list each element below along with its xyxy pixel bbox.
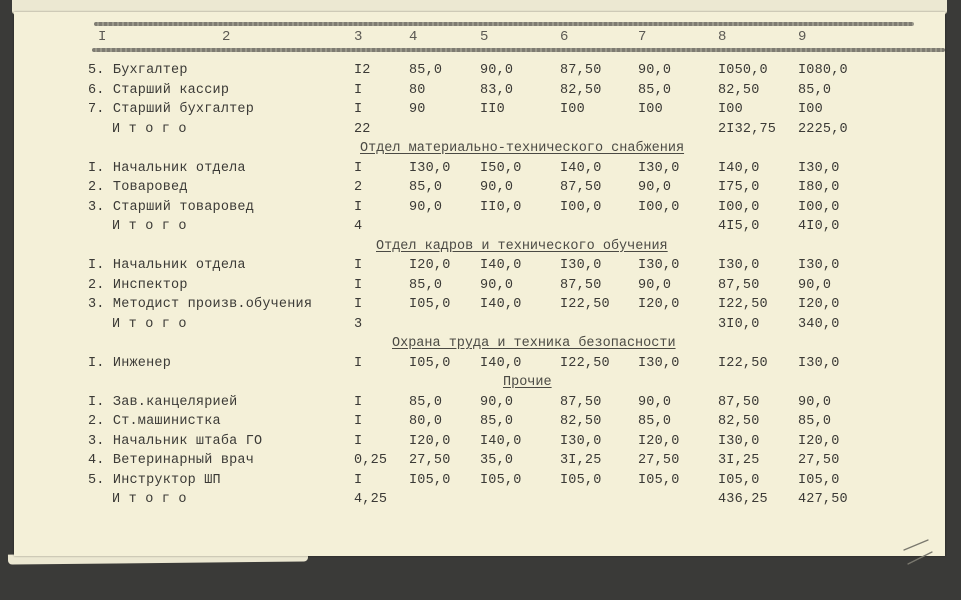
cell-col-9: 90,0 — [798, 277, 832, 293]
cell-col-6: 87,50 — [560, 277, 602, 293]
position-name: 5. Инструктор ШП — [88, 472, 221, 488]
cell-col-5: I40,0 — [480, 258, 522, 273]
position-name: I. Зав.канцелярией — [88, 394, 238, 410]
handwritten-page-mark — [898, 536, 938, 568]
header-rule-bottom — [92, 48, 945, 52]
column-header-6: 6 — [560, 29, 569, 45]
cell-col-8: I40,0 — [718, 160, 760, 176]
cell-col-3: I — [354, 414, 363, 429]
total-col-8: 436,25 — [718, 492, 768, 507]
column-header-1: I — [98, 29, 107, 45]
cell-col-6: I30,0 — [560, 433, 602, 449]
handwritten-stroke-2 — [908, 552, 932, 564]
cell-col-6: 87,50 — [560, 394, 602, 410]
cell-col-4: I05,0 — [409, 355, 451, 371]
cell-col-5: I40,0 — [480, 355, 522, 371]
cell-col-5: II0,0 — [480, 199, 522, 215]
cell-col-5: I50,0 — [480, 160, 522, 176]
cell-col-6: I30,0 — [560, 258, 602, 273]
cell-col-6: I05,0 — [560, 472, 602, 488]
cell-col-6: I00,0 — [560, 199, 602, 215]
cell-col-3: I — [354, 160, 363, 176]
total-col-8: 4I5,0 — [718, 219, 760, 234]
cell-col-3: I — [354, 355, 363, 371]
cell-col-7: 90,0 — [638, 277, 672, 293]
cell-col-4: 85,0 — [409, 277, 443, 293]
cell-col-7: 90,0 — [638, 180, 672, 195]
cell-col-3: 2 — [354, 180, 363, 195]
section-heading: Отдел кадров и технического обучения — [376, 238, 668, 254]
cell-col-6: I00 — [560, 102, 585, 117]
cell-col-9: I080,0 — [798, 63, 848, 78]
cell-col-6: I22,50 — [560, 297, 610, 312]
cell-col-4: 85,0 — [409, 180, 443, 195]
cell-col-6: 82,50 — [560, 414, 602, 429]
cell-col-3: I — [354, 199, 363, 215]
cell-col-7: I00 — [638, 102, 663, 117]
total-col-3: 4 — [354, 219, 363, 234]
section-heading: Прочие — [503, 375, 552, 390]
cell-col-6: 87,50 — [560, 180, 602, 195]
cell-col-7: I30,0 — [638, 160, 680, 176]
cell-col-4: 27,50 — [409, 453, 451, 468]
total-col-8: 2I32,75 — [718, 121, 777, 137]
column-header-9: 9 — [798, 29, 807, 45]
cell-col-8: I30,0 — [718, 258, 760, 273]
cell-col-4: 90,0 — [409, 199, 443, 215]
column-header-2: 2 — [222, 29, 231, 45]
cell-col-3: I — [354, 297, 363, 312]
cell-col-6: I40,0 — [560, 160, 602, 176]
position-name: 3. Методист произв.обучения — [88, 297, 313, 312]
cell-col-9: 90,0 — [798, 394, 832, 410]
cell-col-4: 85,0 — [409, 394, 443, 410]
cell-col-7: I05,0 — [638, 472, 680, 488]
cell-col-6: I22,50 — [560, 355, 610, 371]
cell-col-9: I00 — [798, 102, 823, 117]
cell-col-5: 85,0 — [480, 414, 514, 429]
position-name: 5. Бухгалтер — [88, 63, 188, 78]
cell-col-4: 85,0 — [409, 63, 443, 78]
cell-col-3: I — [354, 258, 363, 273]
cell-col-5: 90,0 — [480, 180, 514, 195]
position-name: I. Начальник отдела — [88, 258, 246, 273]
cell-col-7: I30,0 — [638, 355, 680, 371]
cell-col-3: I — [354, 102, 363, 117]
cell-col-3: I2 — [354, 63, 371, 78]
cell-col-5: I40,0 — [480, 433, 522, 449]
cell-col-8: I75,0 — [718, 180, 760, 195]
cell-col-4: 90 — [409, 102, 426, 117]
cell-col-5: II0 — [480, 102, 505, 117]
column-header-7: 7 — [638, 29, 647, 45]
cell-col-4: 80 — [409, 82, 426, 98]
cell-col-5: 90,0 — [480, 394, 514, 410]
total-col-9: 4I0,0 — [798, 219, 840, 234]
cell-col-3: I — [354, 394, 363, 410]
cell-col-7: I20,0 — [638, 297, 680, 312]
cell-col-9: I80,0 — [798, 180, 840, 195]
cell-col-8: I00,0 — [718, 199, 760, 215]
cell-col-8: 82,50 — [718, 82, 760, 98]
cell-col-3: I — [354, 433, 363, 449]
cell-col-8: 87,50 — [718, 277, 760, 293]
cell-col-3: 0,25 — [354, 453, 388, 468]
cell-col-7: I20,0 — [638, 433, 680, 449]
total-col-9: 2225,0 — [798, 121, 848, 137]
cell-col-4: 80,0 — [409, 414, 443, 429]
cell-col-5: 83,0 — [480, 82, 514, 98]
column-header-8: 8 — [718, 29, 727, 45]
cell-col-9: I20,0 — [798, 297, 840, 312]
cell-col-4: I20,0 — [409, 433, 451, 449]
total-col-3: 4,25 — [354, 492, 388, 507]
cell-col-5: I40,0 — [480, 297, 522, 312]
cell-col-7: I30,0 — [638, 258, 680, 273]
cell-col-9: I30,0 — [798, 258, 840, 273]
cell-col-9: 85,0 — [798, 414, 832, 429]
cell-col-9: I30,0 — [798, 355, 840, 371]
cell-col-9: 85,0 — [798, 82, 832, 98]
cell-col-7: 27,50 — [638, 453, 680, 468]
cell-col-4: I20,0 — [409, 258, 451, 273]
cell-col-8: I22,50 — [718, 297, 768, 312]
total-label: И т о г о — [112, 121, 187, 137]
cell-col-6: 87,50 — [560, 63, 602, 78]
total-col-3: 3 — [354, 316, 363, 332]
cell-col-5: 35,0 — [480, 453, 514, 468]
cell-col-5: 90,0 — [480, 277, 514, 293]
cell-col-7: 85,0 — [638, 82, 672, 98]
cell-col-3: I — [354, 277, 363, 293]
column-header-3: 3 — [354, 29, 363, 45]
cell-col-7: I00,0 — [638, 199, 680, 215]
cell-col-8: I05,0 — [718, 472, 760, 488]
position-name: 2. Ст.машинистка — [88, 414, 221, 429]
position-name: 4. Ветеринарный врач — [88, 453, 255, 468]
cell-col-8: I050,0 — [718, 63, 768, 78]
header-rule-top — [94, 22, 914, 26]
column-header-5: 5 — [480, 29, 489, 45]
position-name: I. Начальник отдела — [88, 160, 246, 176]
cell-col-3: I — [354, 82, 363, 98]
total-col-9: 427,50 — [798, 492, 848, 507]
handwritten-stroke-1 — [904, 540, 928, 550]
cell-col-6: 3I,25 — [560, 453, 602, 468]
cell-col-9: I00,0 — [798, 199, 840, 215]
cell-col-8: 3I,25 — [718, 453, 760, 468]
total-col-3: 22 — [354, 121, 371, 137]
total-col-8: 3I0,0 — [718, 316, 760, 332]
cell-col-8: 82,50 — [718, 414, 760, 429]
cell-col-4: I30,0 — [409, 160, 451, 176]
cell-col-5: I05,0 — [480, 472, 522, 488]
cell-col-5: 90,0 — [480, 63, 514, 78]
cell-col-4: I05,0 — [409, 472, 451, 488]
cell-col-9: 27,50 — [798, 453, 840, 468]
position-name: 6. Старший кассир — [88, 82, 230, 98]
position-name: 3. Старший товаровед — [88, 199, 255, 215]
position-name: 2. Товаровед — [88, 180, 188, 195]
cell-col-6: 82,50 — [560, 82, 602, 98]
position-name: 3. Начальник штаба ГО — [88, 433, 263, 449]
cell-col-4: I05,0 — [409, 297, 451, 312]
position-name: 2. Инспектор — [88, 277, 188, 293]
cell-col-8: I22,50 — [718, 355, 768, 371]
cell-col-7: 85,0 — [638, 414, 672, 429]
section-heading: Отдел материально-технического снабжения — [360, 141, 685, 156]
position-name: I. Инженер — [88, 355, 172, 371]
position-name: 7. Старший бухгалтер — [88, 102, 255, 117]
column-header-4: 4 — [409, 29, 418, 45]
cell-col-8: I30,0 — [718, 433, 760, 449]
cell-col-9: I05,0 — [798, 472, 840, 488]
cell-col-3: I — [354, 472, 363, 488]
total-label: И т о г о — [112, 316, 187, 332]
cell-col-9: I20,0 — [798, 433, 840, 449]
total-label: И т о г о — [112, 492, 187, 507]
document-page — [14, 12, 945, 556]
cell-col-9: I30,0 — [798, 160, 840, 176]
cell-col-7: 90,0 — [638, 63, 672, 78]
section-heading: Охрана труда и техника безопасности — [392, 336, 676, 351]
cell-col-8: 87,50 — [718, 394, 760, 410]
cell-col-8: I00 — [718, 102, 743, 117]
cell-col-7: 90,0 — [638, 394, 672, 410]
total-col-9: 340,0 — [798, 316, 840, 332]
total-label: И т о г о — [112, 219, 187, 234]
